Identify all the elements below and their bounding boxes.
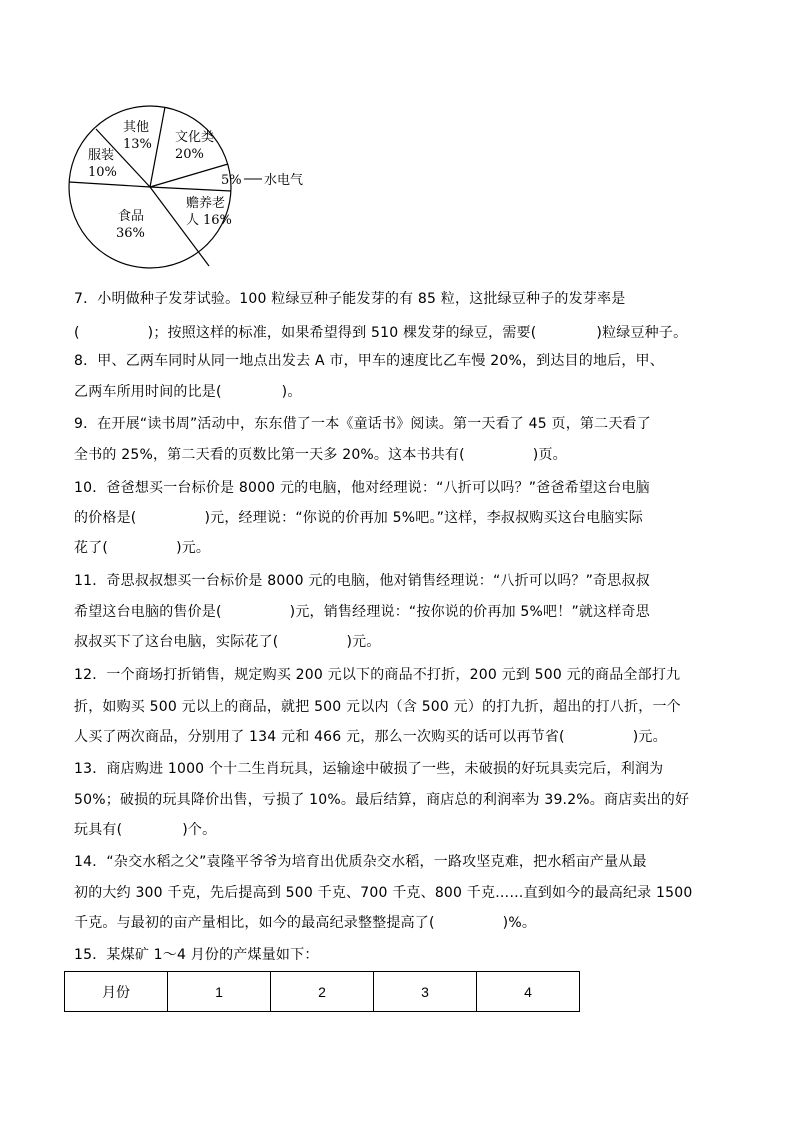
q12-line-2: 折，如购买 500 元以上的商品，就把 500 元以内（含 500 元）的打九折，超出的打八折，一个 [74, 699, 681, 715]
pie-label-elderly-name-1: 赡养老 [186, 196, 226, 211]
text: )元，经理说：“你说的价再加 5%吧。”这样，李叔叔购买这台电脑实际 [204, 510, 643, 526]
text: )；按照这样的标准，如果希望得到 510 棵发芽的绿豆，需要( [147, 325, 537, 341]
text: 玩具有( [74, 822, 123, 838]
q14-line-1: 14．“杂交水稻之父”袁隆平爷爷为培育出优质杂交水稻，一路攻坚克难，把水稻亩产量从最 [74, 854, 647, 870]
table-row [65, 972, 580, 1012]
text: )粒绿豆种子。 [596, 325, 688, 341]
text: )元。 [176, 540, 211, 556]
text: 的价格是( [74, 510, 137, 526]
q9-line-1: 9．在开展“读书周”活动中，东东借了一本《童话书》阅读。第一天看了 45 页，第二天看了 [74, 416, 651, 432]
q11-line-1: 11．奇思叔叔想买一台标价是 8000 元的电脑，他对销售经理说：“八折可以吗？”奇思叔叔 [74, 573, 650, 589]
text: 叔叔买下了这台电脑，实际花了( [74, 634, 279, 650]
table-cell-month-3: 3 [374, 972, 477, 1012]
pie-label-elderly-name-2: 人 [186, 213, 200, 228]
pie-divider [150, 164, 228, 187]
text: )个。 [182, 822, 217, 838]
pie-label-food-name: 食品 [118, 209, 145, 224]
pie-label-clothing-pct: 10% [88, 165, 117, 180]
table-cell-month-4: 4 [477, 972, 580, 1012]
q14-line-3 [74, 912, 536, 934]
text: )元。 [632, 729, 667, 745]
pie-divider [150, 187, 231, 191]
q13-line-3 [74, 819, 216, 841]
text: 全书的 25%，第二天看的页数比第一天多 20%。这本书共有( [74, 447, 465, 463]
q12-line-3 [74, 726, 667, 748]
pie-divider [69, 182, 150, 187]
text: ( [74, 325, 80, 341]
pie-divider [150, 107, 165, 187]
text: )元。 [346, 634, 381, 650]
pie-label-other-name: 其他 [123, 120, 150, 135]
text: )元，销售经理说：“按你说的价再加 5%吧！”就这样奇思 [289, 604, 650, 620]
q10-line-1: 10．爸爸想买一台标价是 8000 元的电脑，他对经理说：“八折可以吗？”爸爸希望这台电脑 [74, 480, 650, 496]
q8-line-1: 8．甲、乙两车同时从同一地点出发去 A 市，甲车的速度比乙车慢 20%，到达目的地后，甲、 [74, 353, 664, 369]
pie-chart [60, 100, 330, 275]
q14-line-2: 初的大约 300 千克，先后提高到 500 千克、700 千克、800 千克……直到如今的最高纪录 1500 [74, 885, 693, 901]
q13-line-1: 13．商店购进 1000 个十二生肖玩具，运输途中破损了一些，未破损的好玩具卖完后，利润为 [74, 761, 664, 777]
q11-line-3 [74, 631, 381, 653]
pie-label-culture-name: 文化类 [175, 130, 215, 145]
text: )%。 [502, 915, 537, 931]
text: 乙两车所用时间的比是( [74, 384, 222, 400]
q15-line-1: 15．某煤矿 1～4 月份的产煤量如下： [74, 947, 319, 963]
text: 希望这台电脑的售价是( [74, 604, 222, 620]
table-cell-month-2: 2 [271, 972, 374, 1012]
pie-label-utilities-name: 水电气 [264, 173, 304, 188]
text: 花了( [74, 540, 109, 556]
coal-output-table [64, 971, 580, 1012]
text: 人买了两次商品，分别用了 134 元和 466 元，那么一次购买的话可以再节省( [74, 729, 565, 745]
text: 千克。与最初的亩产量相比，如今的最高纪录整整提高了( [74, 915, 435, 931]
q7-line-2 [74, 322, 687, 344]
q8-line-2 [74, 381, 302, 403]
text: )。 [281, 384, 302, 400]
pie-label-utilities-pct: 5% [221, 173, 242, 188]
text: )页。 [532, 447, 567, 463]
q11-line-2 [74, 601, 650, 623]
table-header-month: 月份 [65, 972, 168, 1012]
pie-label-other-pct: 13% [123, 137, 152, 152]
q9-line-2 [74, 444, 567, 466]
pie-label-culture-pct: 20% [175, 147, 204, 162]
table-cell-month-1: 1 [168, 972, 271, 1012]
q7-line-1: 7．小明做种子发芽试验。100 粒绿豆种子能发芽的有 85 粒，这批绿豆种子的发芽率是 [74, 291, 626, 307]
q10-line-3 [74, 537, 210, 559]
q12-line-1: 12．一个商场打折销售，规定购买 200 元以下的商品不打折，200 元到 500 元的商品全部打九 [74, 667, 681, 683]
pie-label-elderly-pct: 16% [203, 213, 232, 228]
q13-line-2: 50%；破损的玩具降价出售，亏损了 10%。最后结算，商店总的利润率为 39.2%。商店卖出的好 [74, 792, 690, 808]
pie-label-food-pct: 36% [116, 226, 145, 241]
pie-label-clothing-name: 服装 [88, 148, 115, 163]
q10-line-2 [74, 507, 643, 529]
